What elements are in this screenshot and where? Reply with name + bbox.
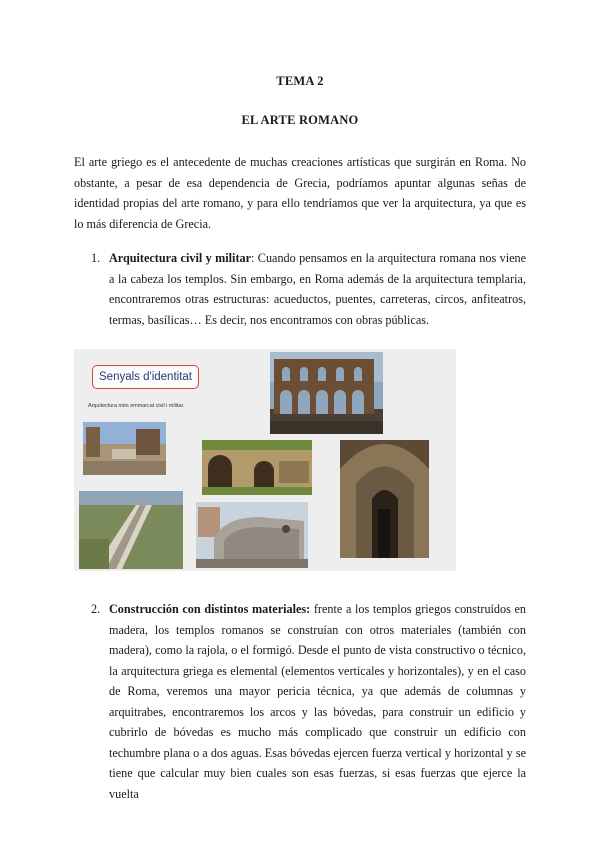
list-item-1 — [109, 248, 526, 330]
slide-title: Senyals d'identitat — [92, 365, 199, 389]
list-item-2 — [109, 599, 526, 804]
barrel-vault-photo — [196, 502, 308, 568]
list-item-2-text: frente a los templos griegos construídos en madera, los templos romanos se construían con otros materiales (también con madera), como la rajola, o el formigó. Desde el punto de vista constructivo o técnico, la arquitectura griega es elemental (elementos verticales y horizontales), y en el caso de Roma, veremos una mayor pericia técnica, ya que además de columnas y arquitrabes, encontraremos los arcos y las bóvedas, para construir un edificio y cubrirlo de bóvedas es mucho más complicado que construir un edificio con techumbre plana o a dos aguas. Esas bóvedas ejercen fuerza vertical y horizontal y se tiene que calcular muy bien cuales son esas fuerzas, si esas fuerzas que ejerce la vuelta — [109, 602, 527, 801]
vaulted-tunnel-photo — [340, 440, 429, 558]
arches-ruin-photo — [202, 440, 312, 495]
slide-image-collage — [74, 349, 456, 571]
ruins-street-photo — [83, 422, 166, 475]
aqueduct-photo — [270, 352, 383, 434]
aqueduct-channel-photo — [79, 491, 183, 569]
document-title: EL ARTE ROMANO — [241, 113, 359, 127]
list-item-1-heading: Arquitectura civil y militar — [109, 251, 252, 265]
list-number-2: 2. — [91, 602, 101, 616]
list-item-2-heading: Construcción con distintos materiales: — [109, 602, 311, 616]
slide-bullet: Arquitectura més emmarcat civil i militar. — [88, 403, 185, 409]
tema-heading: TEMA 2 — [276, 74, 324, 88]
intro-paragraph: El arte griego es el antecedente de muchas creaciones artísticas que surgirán en Roma. No obstante, a pesar de esa dependencia de Grecia, podríamos apuntar algunas señas de identidad propias del arte romano, y para ello tendríamos que ver la arquitectura, ya que es lo más diferencia de Grecia. — [74, 155, 526, 231]
list-number-1: 1. — [91, 251, 101, 265]
list-item-1-text: : Cuando pensamos en la arquitectura romana nos viene a la cabeza los templos. Sin embargo, en Roma además de la arquitectura templaria, encontraremos otras estructuras: acueductos, puentes, carreteras, circos, anfiteatros, termas, basílicas… Es decir, nos encontramos con obras públicas. — [109, 251, 527, 327]
